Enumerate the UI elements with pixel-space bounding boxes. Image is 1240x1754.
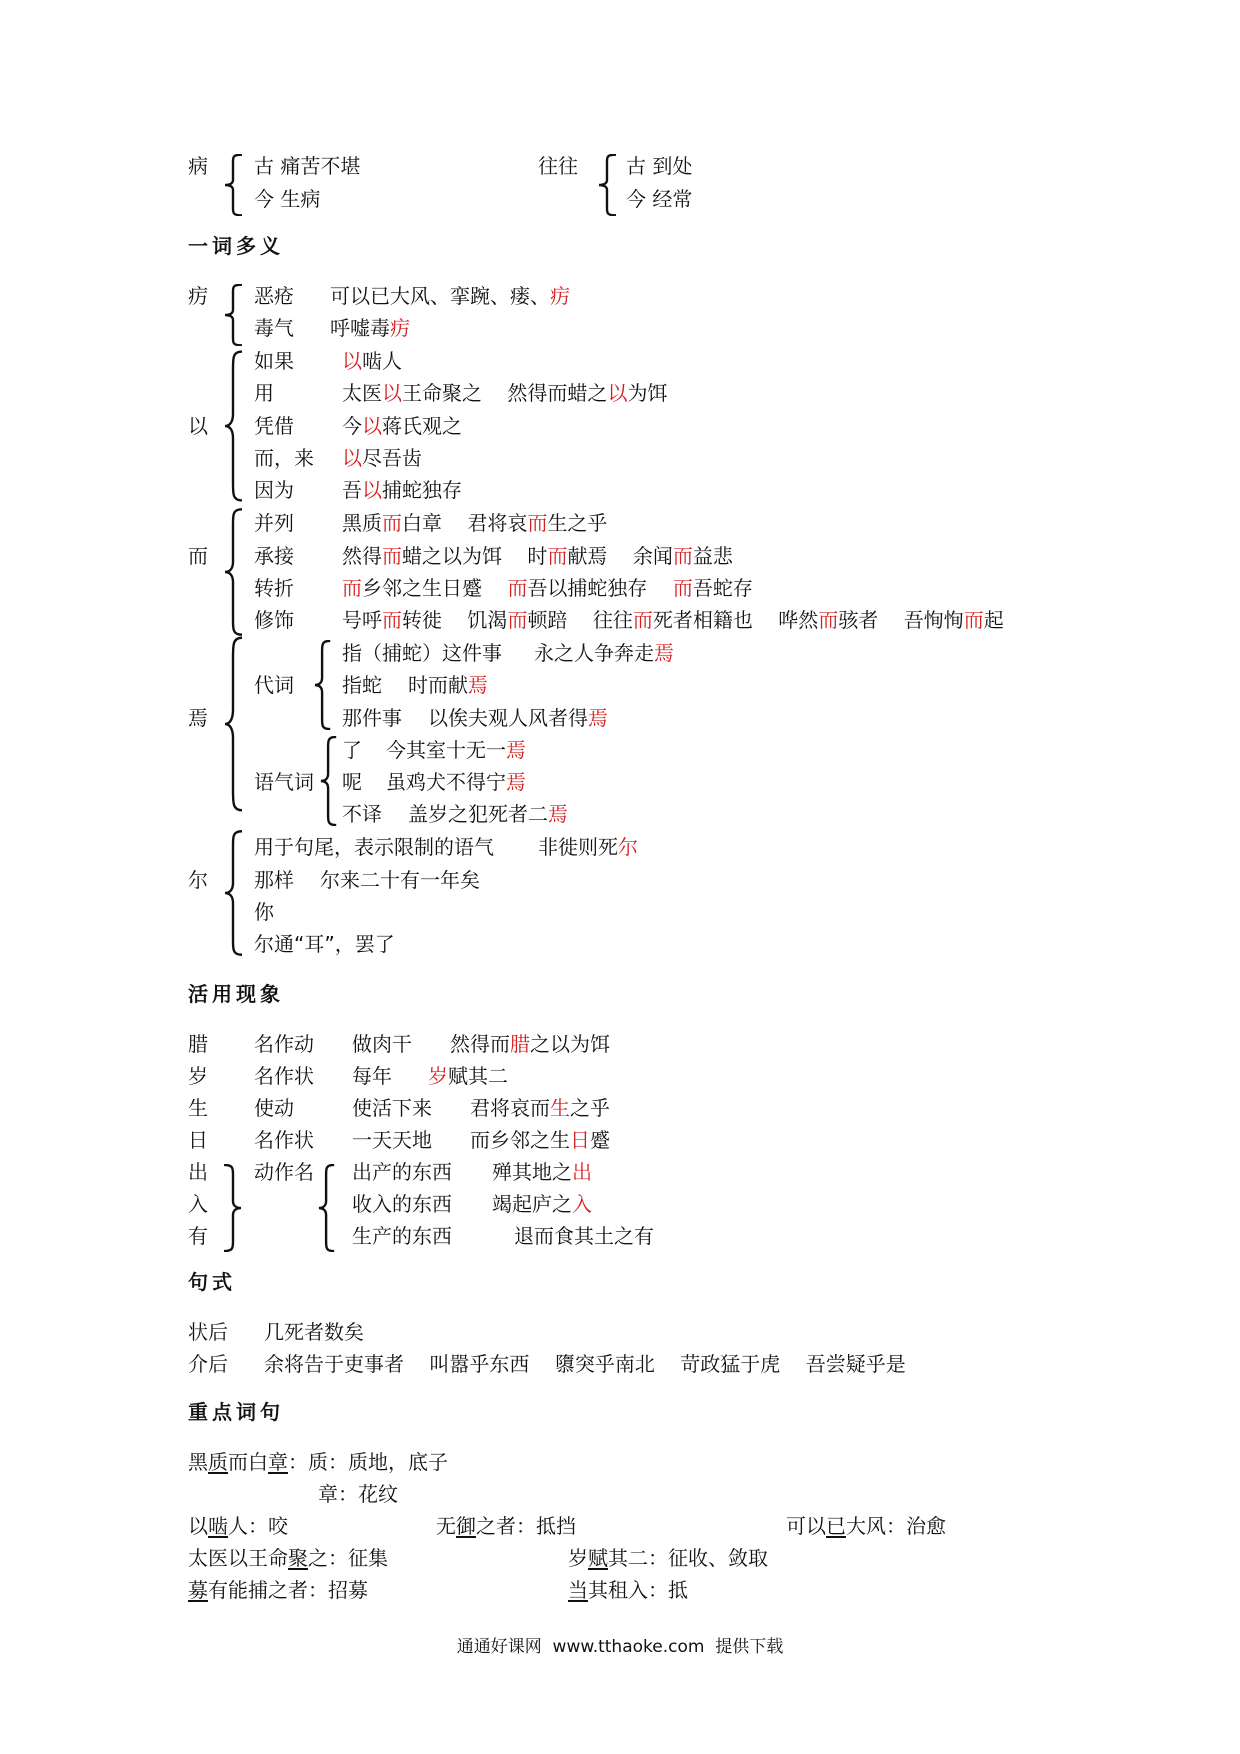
yi-m4: 而，来 <box>254 446 314 470</box>
zd-r4b: 当其租入：抵 <box>568 1578 688 1602</box>
brace-yan-daici <box>314 640 332 730</box>
hy-sui-ex: 岁赋其二 <box>428 1064 508 1088</box>
brace-yan <box>224 636 244 812</box>
hy-sui-m: 每年 <box>352 1064 392 1088</box>
yi-ex3: 今以蒋氏观之 <box>342 414 462 438</box>
wangwang-gu: 古 到处 <box>626 154 693 178</box>
yi-m3: 凭借 <box>254 414 294 438</box>
zd-r3b: 岁赋其二：征收、敛取 <box>568 1546 768 1570</box>
li-m2: 毒气 <box>254 316 294 340</box>
zd-r1: 黑质而白章：质：质地，底子 <box>188 1450 448 1474</box>
yan-y1-ex: 今其室十无一焉 <box>386 738 526 762</box>
li-ex1: 可以已大风、挛踠、瘘、疠 <box>330 284 570 308</box>
yan-y1-m: 了 <box>342 738 362 762</box>
yan-d1-ex: 永之人争奔走焉 <box>534 641 674 665</box>
yi-ex2: 太医以王命聚之 然得而蜡之以为饵 <box>342 381 668 405</box>
hy-sheng-word: 生 <box>188 1096 208 1120</box>
brace-yan-yuqi <box>320 736 338 826</box>
hy-sui-type: 名作状 <box>254 1064 314 1088</box>
word-yi: 以 <box>188 414 208 438</box>
hy-ri-type: 名作状 <box>254 1128 314 1152</box>
hy-sui-word: 岁 <box>188 1064 208 1088</box>
hy-la-type: 名作动 <box>254 1032 314 1056</box>
hy-ri-ex: 而乡邻之生日蹙 <box>470 1128 610 1152</box>
footer-text: 通通好课网 www.tthaoke.com 提供下载 <box>456 1637 784 1657</box>
brace-chu-ru-you <box>222 1164 242 1252</box>
hy-you-m: 生产的东西 <box>352 1224 452 1248</box>
er-m1: 并列 <box>254 511 294 535</box>
word-yan: 焉 <box>188 706 208 730</box>
word-er2: 尔 <box>188 868 208 892</box>
hy-la-ex: 然得而腊之以为饵 <box>450 1032 610 1056</box>
bing-jin: 今 生病 <box>254 187 321 211</box>
yan-d2-m: 指蛇 <box>342 673 382 697</box>
hy-you-ex: 退而食其土之有 <box>514 1224 654 1248</box>
yi-ex1: 以啮人 <box>342 349 402 373</box>
hy-sheng-m: 使活下来 <box>352 1096 432 1120</box>
brace-li <box>224 284 244 346</box>
yan-d3-ex: 以俟夫观人风者得焉 <box>428 706 608 730</box>
hy-sheng-type: 使动 <box>254 1096 294 1120</box>
li-ex2: 呼嘘毒疠 <box>330 316 410 340</box>
yan-y2-ex: 虽鸡犬不得宁焉 <box>386 770 526 794</box>
hy-dongzuoming: 动作名 <box>254 1160 314 1184</box>
hy-you-word: 有 <box>188 1224 208 1248</box>
hy-la-m: 做肉干 <box>352 1032 412 1056</box>
jushi-zhuanghou-ex: 几死者数矣 <box>264 1320 364 1344</box>
hy-la-word: 腊 <box>188 1032 208 1056</box>
hy-chu-ex: 殚其地之出 <box>492 1160 592 1184</box>
yi-ex4: 以尽吾齿 <box>342 446 422 470</box>
er2-m3: 你 <box>254 900 274 924</box>
word-bing: 病 <box>188 154 208 178</box>
yan-d3-m: 那件事 <box>342 706 402 730</box>
hy-chu-word: 出 <box>188 1160 208 1184</box>
yi-ex5: 吾以捕蛇独存 <box>342 478 462 502</box>
yan-y3-m: 不译 <box>342 802 382 826</box>
yi-m5: 因为 <box>254 478 294 502</box>
zd-r3a: 太医以王命聚之：征集 <box>188 1546 388 1570</box>
hy-ru-ex: 竭起庐之入 <box>492 1192 592 1216</box>
yan-d1-m: 指（捕蛇）这件事 <box>342 641 502 665</box>
er-m3: 转折 <box>254 576 294 600</box>
jushi-jiehou-label: 介后 <box>188 1352 228 1376</box>
zd-r2b: 无御之者：抵挡 <box>436 1514 576 1538</box>
heading-yicidouyi: 一词多义 <box>188 234 284 258</box>
word-wangwang: 往往 <box>538 154 578 178</box>
jushi-jiehou-ex: 余将告于吏事者 叫嚣乎东西 隳突乎南北 苛政猛于虎 吾尝疑乎是 <box>264 1352 906 1376</box>
er-ex3: 而乡邻之生日蹙 而吾以捕蛇独存 而吾蛇存 <box>342 576 753 600</box>
hy-chu-m: 出产的东西 <box>352 1160 452 1184</box>
heading-zhongdian: 重点词句 <box>188 1400 284 1424</box>
brace-er2 <box>224 830 244 956</box>
hy-ri-word: 日 <box>188 1128 208 1152</box>
brace-er <box>224 508 244 636</box>
zd-r1b: 章：花纹 <box>318 1482 398 1506</box>
er2-ex2: 尔来二十有一年矣 <box>320 868 480 892</box>
zd-r2a: 以啮人：咬 <box>188 1514 288 1538</box>
zd-r4a: 募有能捕之者：招募 <box>188 1578 368 1602</box>
brace-yi <box>224 350 244 502</box>
er2-m2: 那样 <box>254 868 294 892</box>
hy-ru-word: 入 <box>188 1192 208 1216</box>
wangwang-jin: 今 经常 <box>626 187 693 211</box>
hy-ri-m: 一天天地 <box>352 1128 432 1152</box>
heading-jushi: 句式 <box>188 1270 236 1294</box>
yan-yuqi-label: 语气词 <box>254 770 314 794</box>
yan-y3-ex: 盖岁之犯死者二焉 <box>408 802 568 826</box>
hy-sheng-ex: 君将哀而生之乎 <box>470 1096 610 1120</box>
yan-y2-m: 呢 <box>342 770 362 794</box>
brace-bing <box>224 154 244 216</box>
er-ex4: 号呼而转徙 饥渴而顿踣 往往而死者相籍也 哗然而骇者 吾恂恂而起 <box>342 608 1004 632</box>
brace-wangwang <box>598 154 618 216</box>
zd-r2c: 可以已大风：治愈 <box>786 1514 946 1538</box>
word-er: 而 <box>188 544 208 568</box>
li-m1: 恶疮 <box>254 284 294 308</box>
brace-dongzuoming <box>318 1164 336 1252</box>
er2-m1: 用于句尾，表示限制的语气 <box>254 835 494 859</box>
yi-m1: 如果 <box>254 349 294 373</box>
yan-daici-label: 代词 <box>254 673 294 697</box>
word-li: 疠 <box>188 284 208 308</box>
yan-d2-ex: 时而献焉 <box>408 673 488 697</box>
bing-gu: 古 痛苦不堪 <box>254 154 361 178</box>
er-m4: 修饰 <box>254 608 294 632</box>
yi-m2: 用 <box>254 381 274 405</box>
er2-m4: 尔通“耳”，罢了 <box>254 932 395 956</box>
er-ex1: 黑质而白章 君将哀而生之乎 <box>342 511 608 535</box>
er2-ex1: 非徙则死尔 <box>538 835 638 859</box>
er-ex2: 然得而蜡之以为饵 时而献焉 余闻而益悲 <box>342 544 733 568</box>
heading-huoyong: 活用现象 <box>188 982 284 1006</box>
hy-ru-m: 收入的东西 <box>352 1192 452 1216</box>
jushi-zhuanghou-label: 状后 <box>188 1320 228 1344</box>
er-m2: 承接 <box>254 544 294 568</box>
